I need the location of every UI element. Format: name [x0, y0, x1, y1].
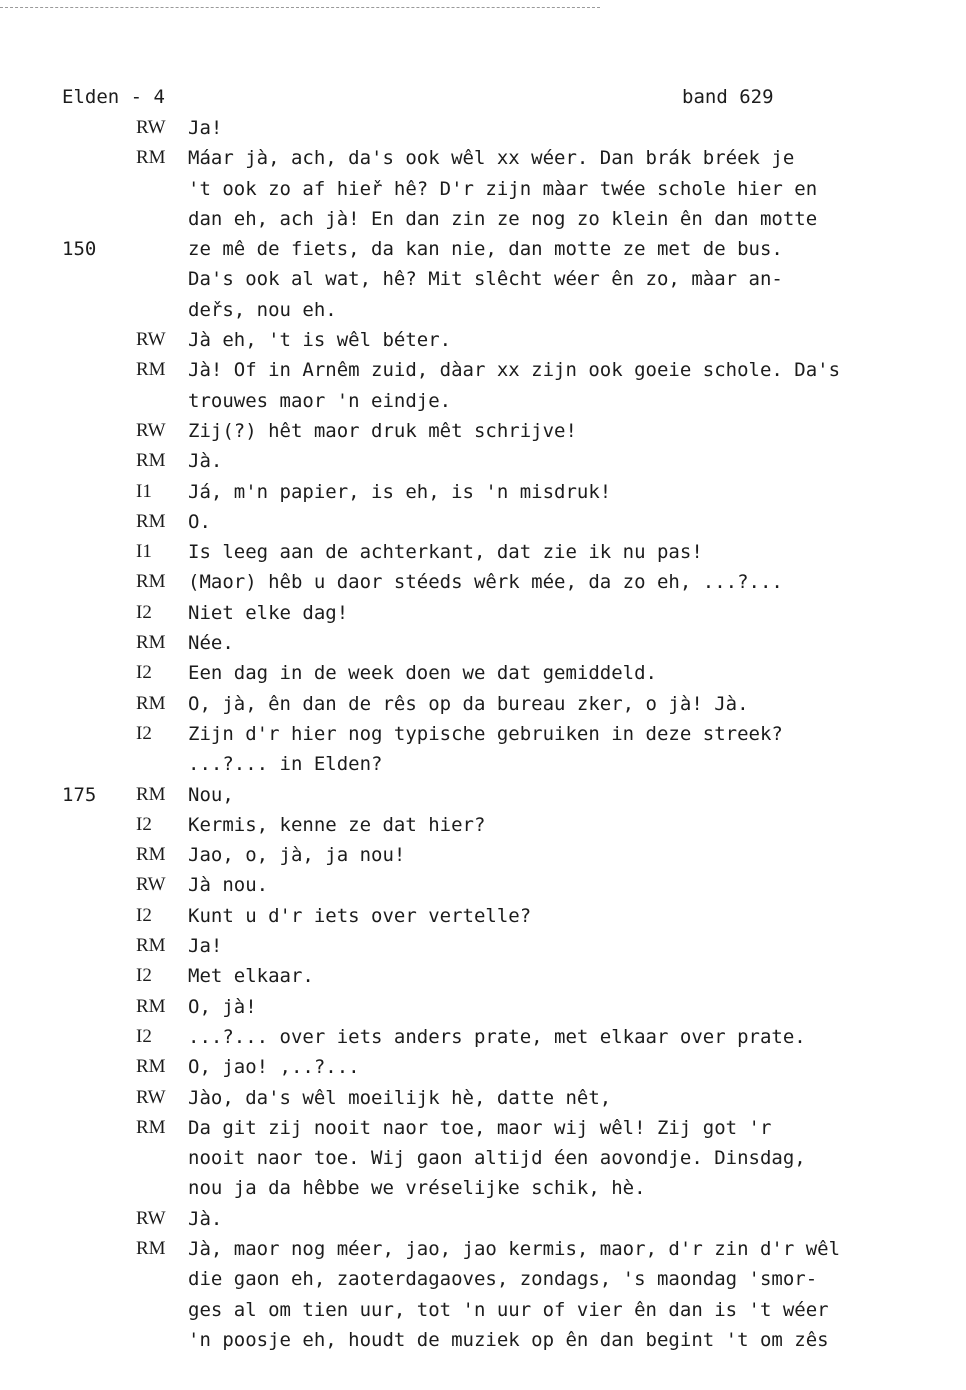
utterance	[0, 992, 966, 1022]
transcript-line	[0, 1325, 966, 1355]
transcript-line	[0, 174, 966, 204]
transcript-line	[0, 113, 966, 143]
transcript-line	[0, 1022, 966, 1052]
speaker-label: RW	[136, 117, 166, 138]
speaker-label: I2	[136, 662, 152, 684]
document-title: Elden - 4	[62, 86, 165, 108]
utterance-text: (Maor) hêb u daor stéeds wêrk mée, da zo eh, ...?...	[188, 571, 783, 594]
speaker-label: RM	[136, 359, 166, 381]
utterance	[0, 628, 966, 658]
utterance	[0, 1052, 966, 1082]
transcript-line	[0, 689, 966, 719]
transcript-line	[0, 658, 966, 688]
speaker-label: RM	[136, 1237, 166, 1259]
transcript-line	[0, 1143, 966, 1173]
transcript-line	[0, 719, 966, 749]
utterance-text: O, jà, ên dan de rês op da bureau zker, o jà! Jà.	[188, 692, 749, 715]
utterance	[0, 780, 966, 810]
transcript-line	[0, 537, 966, 567]
speaker-label: I2	[136, 904, 152, 926]
transcript-line	[0, 931, 966, 961]
utterance-text: Ja!	[188, 117, 223, 139]
utterance	[0, 1204, 966, 1234]
utterance-text: nou ja da hêbbe we vréselijke schik, hè.	[188, 1177, 646, 1200]
transcript-line	[0, 1173, 966, 1203]
transcript-line	[0, 628, 966, 658]
utterance	[0, 325, 966, 355]
transcript-line	[0, 810, 966, 840]
utterance-text: Née.	[188, 632, 234, 655]
speaker-label: RM	[136, 844, 166, 866]
utterance	[0, 446, 966, 476]
utterance	[0, 537, 966, 567]
utterance	[0, 598, 966, 628]
transcript-line	[0, 1295, 966, 1325]
transcript-line	[0, 446, 966, 476]
speaker-label: RW	[136, 329, 166, 351]
utterance-text: Zij(?) hêt maor druk mêt schrijve!	[188, 419, 577, 442]
utterance	[0, 1234, 966, 1355]
speaker-label: RW	[136, 419, 166, 441]
transcript-line	[0, 355, 966, 385]
utterance-text: Da git zij nooit naor toe, maor wij wêl! Zij got 'r	[188, 1116, 772, 1139]
transcript-line	[0, 1113, 966, 1143]
utterance	[0, 719, 966, 780]
utterance-text: die gaon eh, zaoterdagaoves, zondags, 's maondag 'smor-	[188, 1268, 818, 1291]
utterance	[0, 1113, 966, 1204]
utterance-text: deřs, nou eh.	[188, 298, 337, 321]
transcript	[0, 113, 966, 1355]
speaker-label: RW	[136, 1207, 166, 1229]
utterance-text: Da's ook al wat, hê? Mit slêcht wéer ên zo, màar an-	[188, 268, 783, 291]
utterance	[0, 1022, 966, 1052]
utterance	[0, 507, 966, 537]
speaker-label: I2	[136, 813, 152, 835]
transcript-line	[0, 325, 966, 355]
transcript-line	[0, 234, 966, 264]
utterance	[0, 901, 966, 931]
utterance	[0, 143, 966, 325]
transcript-line	[0, 477, 966, 507]
utterance-text: Jà, maor nog méer, jao, jao kermis, maor, d'r zin d'r wêl	[188, 1237, 841, 1260]
utterance-text: Niet elke dag!	[188, 601, 349, 624]
speaker-label: RM	[136, 692, 166, 714]
utterance	[0, 810, 966, 840]
utterance-text: ...?... over iets anders prate, met elkaar over prate.	[188, 1025, 806, 1048]
transcript-line	[0, 1083, 966, 1113]
transcript-line	[0, 1052, 966, 1082]
speaker-label: RM	[136, 783, 166, 805]
transcript-line	[0, 780, 966, 810]
speaker-label: I1	[136, 480, 152, 502]
speaker-label: I1	[136, 541, 152, 563]
utterance-text: Já, m'n papier, is eh, is 'n misdruk!	[188, 480, 612, 503]
speaker-label: RW	[136, 1086, 166, 1108]
transcript-line	[0, 264, 966, 294]
utterance-text: Jào, da's wêl moeilijk hè, datte nêt,	[188, 1086, 612, 1109]
speaker-label: RM	[136, 1056, 166, 1078]
utterance	[0, 355, 966, 416]
speaker-label: RM	[136, 571, 166, 593]
speaker-label: I2	[136, 601, 152, 623]
transcript-line	[0, 386, 966, 416]
utterance	[0, 416, 966, 446]
utterance-text: 't ook zo af hieř hê? D'r zijn màar twée schole hier en	[188, 177, 818, 200]
transcript-line	[0, 1204, 966, 1234]
band-number: band 629	[682, 86, 774, 108]
utterance	[0, 567, 966, 597]
utterance-text: ges al om tien uur, tot 'n uur of vier ên dan is 't wéer	[188, 1298, 829, 1321]
utterance-text: dan eh, ach jà! En dan zin ze nog zo klein ên dan motte	[188, 207, 818, 230]
utterance-text: Zijn d'r hier nog typische gebruiken in deze streek?	[188, 722, 783, 745]
speaker-label: RW	[136, 874, 166, 896]
utterance-text: Is leeg aan de achterkant, dat zie ik nu pas!	[188, 541, 703, 564]
utterance	[0, 961, 966, 991]
transcript-line	[0, 204, 966, 234]
speaker-label: RM	[136, 147, 166, 169]
utterance-text: Met elkaar.	[188, 965, 314, 988]
speaker-label: RM	[136, 995, 166, 1017]
transcript-line	[0, 1264, 966, 1294]
utterance-text: Ja!	[188, 935, 223, 958]
utterance-text: 'n poosje eh, houdt de muziek op ên dan begint 't om zês	[188, 1328, 829, 1351]
transcript-line	[0, 598, 966, 628]
utterance-text: Nou,	[188, 783, 234, 806]
transcript-line	[0, 992, 966, 1022]
transcript-line	[0, 901, 966, 931]
utterance-text: O, jà!	[188, 995, 257, 1018]
utterance-text: O.	[188, 510, 211, 533]
utterance-text: Kermis, kenne ze dat hier?	[188, 813, 486, 836]
utterance	[0, 689, 966, 719]
speaker-label: RM	[136, 510, 166, 532]
line-number: 175	[62, 783, 97, 806]
transcript-line	[0, 870, 966, 900]
utterance-text: Jao, o, jà, ja nou!	[188, 844, 406, 867]
transcript-line	[0, 507, 966, 537]
transcript-line	[0, 567, 966, 597]
transcript-line	[0, 749, 966, 779]
speaker-label: I2	[136, 965, 152, 987]
utterance-text: Jà nou.	[188, 874, 269, 897]
speaker-label: RM	[136, 935, 166, 957]
speaker-label: RM	[136, 450, 166, 472]
utterance	[0, 870, 966, 900]
utterance-text: Jà.	[188, 450, 223, 473]
transcript-line	[0, 143, 966, 173]
utterance-text: ...?... in Elden?	[188, 753, 383, 776]
utterance-text: Jà.	[188, 1207, 223, 1230]
transcript-line	[0, 416, 966, 446]
utterance-text: Een dag in de week doen we dat gemiddeld.	[188, 662, 657, 685]
utterance-text: Máar jà, ach, da's ook wêl xx wéer. Dan brák bréek je	[188, 147, 795, 170]
utterance	[0, 1083, 966, 1113]
line-number: 150	[62, 238, 97, 261]
utterance	[0, 840, 966, 870]
utterance	[0, 477, 966, 507]
transcript-line	[0, 840, 966, 870]
utterance-text: O, jao! ,..?...	[188, 1056, 360, 1079]
utterance-text: Jà eh, 't is wêl béter.	[188, 329, 452, 352]
utterance	[0, 658, 966, 688]
utterance	[0, 113, 966, 143]
speaker-label: RM	[136, 632, 166, 654]
utterance-text: Jà! Of in Arnêm zuid, dàar xx zijn ook goeie schole. Da's	[188, 359, 841, 382]
speaker-label: RM	[136, 1116, 166, 1138]
speaker-label: I2	[136, 1025, 152, 1047]
utterance-text: nooit naor toe. Wij gaon altijd éen aovondje. Dinsdag,	[188, 1147, 806, 1170]
page-header	[0, 83, 966, 111]
speaker-label: I2	[136, 722, 152, 744]
utterance-text: ze mê de fiets, da kan nie, dan motte ze met de bus.	[188, 238, 783, 261]
transcript-line	[0, 1234, 966, 1264]
transcript-line	[0, 961, 966, 991]
utterance-text: trouwes maor 'n eindje.	[188, 389, 452, 412]
utterance-text: Kunt u d'r iets over vertelle?	[188, 904, 532, 927]
utterance	[0, 931, 966, 961]
top-dashed-rule	[0, 7, 600, 8]
transcript-line	[0, 295, 966, 325]
